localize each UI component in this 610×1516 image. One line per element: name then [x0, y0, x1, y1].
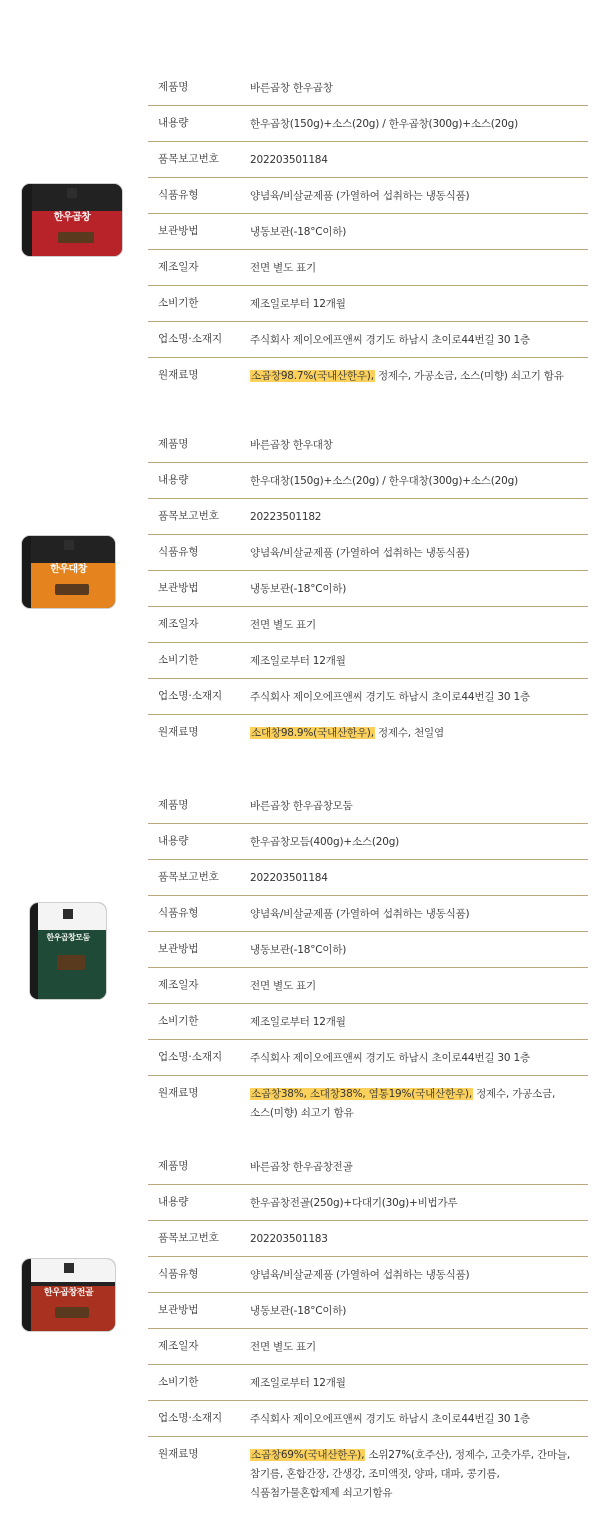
info-row-storage — [148, 214, 588, 250]
package-label: 한우곱창모둠 — [46, 932, 90, 942]
info-row-ingredients — [148, 1437, 588, 1509]
info-row-storage — [148, 932, 588, 968]
info-row-mfg — [148, 1329, 588, 1365]
info-row-report — [148, 860, 588, 896]
row-label: 내용량 — [158, 835, 189, 847]
row-value: 한우곱창모듬(400g)+소스(20g) — [250, 836, 400, 848]
info-row-storage — [148, 1293, 588, 1329]
product-package-image-2 — [22, 536, 115, 608]
row-label: 내용량 — [158, 1196, 189, 1208]
row-label: 품목보고번호 — [158, 153, 219, 165]
info-row-type — [148, 178, 588, 214]
row-value: 양념육/비살균제품 (가열하여 섭취하는 냉동식품) — [250, 547, 470, 559]
info-row-type — [148, 896, 588, 932]
row-value: 냉동보관(-18°C이하) — [250, 583, 347, 595]
row-value: 202203501183 — [250, 1233, 328, 1245]
row-value — [250, 1085, 588, 1123]
info-row-mfg — [148, 250, 588, 286]
row-value: 바른곱창 한우곱창 — [250, 82, 333, 94]
row-value: 한우곱창전골(250g)+다대기(30g)+비법가루 — [250, 1197, 458, 1209]
ingredient-highlight: 소곱창38%, 소대창38%, 염통19%(국내산한우), — [251, 1088, 472, 1100]
info-row-type — [148, 1257, 588, 1293]
row-value: 주식회사 제이오에프앤씨 경기도 하남시 초이로44번길 30 1층 — [250, 1413, 530, 1425]
row-label: 보관방법 — [158, 1304, 199, 1316]
product-package-image-1 — [22, 184, 122, 256]
row-label: 식품유형 — [158, 1268, 199, 1280]
ingredient-highlight: 소대창98.9%(국내산한우), — [251, 727, 374, 739]
ingredient-rest-line2: 소스(미향) 쇠고기 함유 — [250, 1107, 354, 1119]
info-row-volume — [148, 824, 588, 860]
row-label: 제조일자 — [158, 979, 199, 991]
info-row-name — [148, 788, 588, 824]
info-row-mfg — [148, 968, 588, 1004]
info-row-ingredients — [148, 1076, 588, 1128]
info-row-company — [148, 1040, 588, 1076]
row-value: 양념육/비살균제품 (가열하여 섭취하는 냉동식품) — [250, 908, 470, 920]
row-label: 식품유형 — [158, 907, 199, 919]
row-value — [250, 367, 588, 386]
row-value: 전면 별도 표기 — [250, 619, 316, 631]
row-label: 보관방법 — [158, 225, 199, 237]
row-label: 제품명 — [158, 438, 189, 450]
row-value: 제조일로부터 12개월 — [250, 1016, 346, 1028]
row-value: 202203501184 — [250, 872, 328, 884]
ingredient-highlight: 소곱창98.7%(국내산한우), — [251, 370, 374, 382]
row-value: 주식회사 제이오에프앤씨 경기도 하남시 초이로44번길 30 1층 — [250, 1052, 530, 1064]
package-label: 한우대창 — [50, 564, 87, 576]
row-value: 202203501184 — [250, 154, 328, 166]
product-package-image-4 — [22, 1259, 115, 1331]
row-value: 전면 별도 표기 — [250, 262, 316, 274]
row-label: 품목보고번호 — [158, 510, 219, 522]
row-label: 소비기한 — [158, 654, 199, 666]
row-label: 품목보고번호 — [158, 1232, 219, 1244]
info-row-type — [148, 535, 588, 571]
ingredient-highlight: 소곱창69%(국내산한우), — [251, 1449, 365, 1461]
table-illustration-icon — [58, 232, 94, 244]
info-row-company — [148, 1401, 588, 1437]
table-illustration-icon — [55, 584, 88, 596]
info-row-report — [148, 142, 588, 178]
row-label: 보관방법 — [158, 582, 199, 594]
brand-logo-icon — [64, 1263, 74, 1273]
ingredient-rest: 소위27%(호주산), 정제수, 고춧가루, 간마늘, — [365, 1449, 570, 1461]
row-value: 냉동보관(-18°C이하) — [250, 944, 347, 956]
info-row-name — [148, 427, 588, 463]
row-label: 업소명·소재지 — [158, 1051, 223, 1063]
row-label: 소비기한 — [158, 1376, 199, 1388]
info-row-name — [148, 70, 588, 106]
row-value: 바른곱창 한우대창 — [250, 439, 333, 451]
info-row-name — [148, 1149, 588, 1185]
info-row-report — [148, 1221, 588, 1257]
ingredient-rest: 정제수, 가공소금, 소스(미향) 쇠고기 함유 — [374, 370, 564, 382]
info-row-company — [148, 679, 588, 715]
brand-logo-icon — [63, 909, 73, 919]
info-row-mfg — [148, 607, 588, 643]
row-value — [250, 1446, 588, 1503]
row-label: 업소명·소재지 — [158, 1412, 223, 1424]
row-value: 주식회사 제이오에프앤씨 경기도 하남시 초이로44번길 30 1층 — [250, 691, 530, 703]
row-value: 주식회사 제이오에프앤씨 경기도 하남시 초이로44번길 30 1층 — [250, 334, 530, 346]
row-label: 식품유형 — [158, 189, 199, 201]
row-label: 원재료명 — [158, 726, 199, 738]
info-row-volume — [148, 463, 588, 499]
row-value: 바른곱창 한우곱창전골 — [250, 1161, 353, 1173]
ingredient-rest-line2: 참기름, 혼합간장, 간생강, 조미액젓, 양파, 대파, 콩기름, — [250, 1468, 500, 1480]
info-row-ingredients — [148, 715, 588, 751]
row-label: 제조일자 — [158, 1340, 199, 1352]
brand-logo-icon — [64, 540, 74, 550]
row-label: 내용량 — [158, 117, 189, 129]
row-label: 업소명·소재지 — [158, 690, 223, 702]
row-value: 양념육/비살균제품 (가열하여 섭취하는 냉동식품) — [250, 1269, 470, 1281]
info-row-storage — [148, 571, 588, 607]
info-row-company — [148, 322, 588, 358]
row-value: 제조일로부터 12개월 — [250, 298, 346, 310]
ingredient-rest: 정제수, 천일염 — [374, 727, 444, 739]
row-label: 식품유형 — [158, 546, 199, 558]
row-label: 원재료명 — [158, 1448, 199, 1460]
row-label: 제조일자 — [158, 261, 199, 273]
row-label: 내용량 — [158, 474, 189, 486]
row-value — [250, 724, 588, 743]
row-value: 전면 별도 표기 — [250, 1341, 316, 1353]
package-label: 한우곱창 — [53, 212, 91, 224]
row-label: 품목보고번호 — [158, 871, 219, 883]
brand-logo-icon — [67, 188, 77, 198]
row-label: 제품명 — [158, 1160, 189, 1172]
row-value: 제조일로부터 12개월 — [250, 1377, 346, 1389]
row-label: 원재료명 — [158, 1087, 199, 1099]
row-value: 냉동보관(-18°C이하) — [250, 226, 347, 238]
info-row-volume — [148, 106, 588, 142]
info-row-expiry — [148, 286, 588, 322]
row-label: 제품명 — [158, 799, 189, 811]
product-package-image-3 — [30, 903, 106, 999]
package-label: 한우곱창전골 — [43, 1287, 94, 1298]
info-row-expiry — [148, 643, 588, 679]
row-value: 한우곱창(150g)+소스(20g) / 한우곱창(300g)+소스(20g) — [250, 118, 518, 130]
ingredient-rest: 정제수, 가공소금, — [472, 1088, 556, 1100]
info-row-expiry — [148, 1365, 588, 1401]
info-row-volume — [148, 1185, 588, 1221]
row-label: 제조일자 — [158, 618, 199, 630]
row-label: 업소명·소재지 — [158, 333, 223, 345]
row-label: 제품명 — [158, 81, 189, 93]
info-row-ingredients — [148, 358, 588, 394]
info-row-expiry — [148, 1004, 588, 1040]
ingredient-rest-line3: 식품첨가물혼합제제 쇠고기함유 — [250, 1487, 393, 1499]
row-label: 소비기한 — [158, 297, 199, 309]
row-value: 양념육/비살균제품 (가열하여 섭취하는 냉동식품) — [250, 190, 470, 202]
row-value: 전면 별도 표기 — [250, 980, 316, 992]
table-illustration-icon — [55, 1307, 88, 1319]
row-label: 소비기한 — [158, 1015, 199, 1027]
row-label: 보관방법 — [158, 943, 199, 955]
row-value: 제조일로부터 12개월 — [250, 655, 346, 667]
row-value: 냉동보관(-18°C이하) — [250, 1305, 347, 1317]
row-value: 20223501182 — [250, 511, 322, 523]
row-value: 한우대창(150g)+소스(20g) / 한우대창(300g)+소스(20g) — [250, 475, 518, 487]
row-label: 원재료명 — [158, 369, 199, 381]
table-illustration-icon — [57, 955, 84, 970]
row-value: 바른곱창 한우곱창모둠 — [250, 800, 353, 812]
info-row-report — [148, 499, 588, 535]
